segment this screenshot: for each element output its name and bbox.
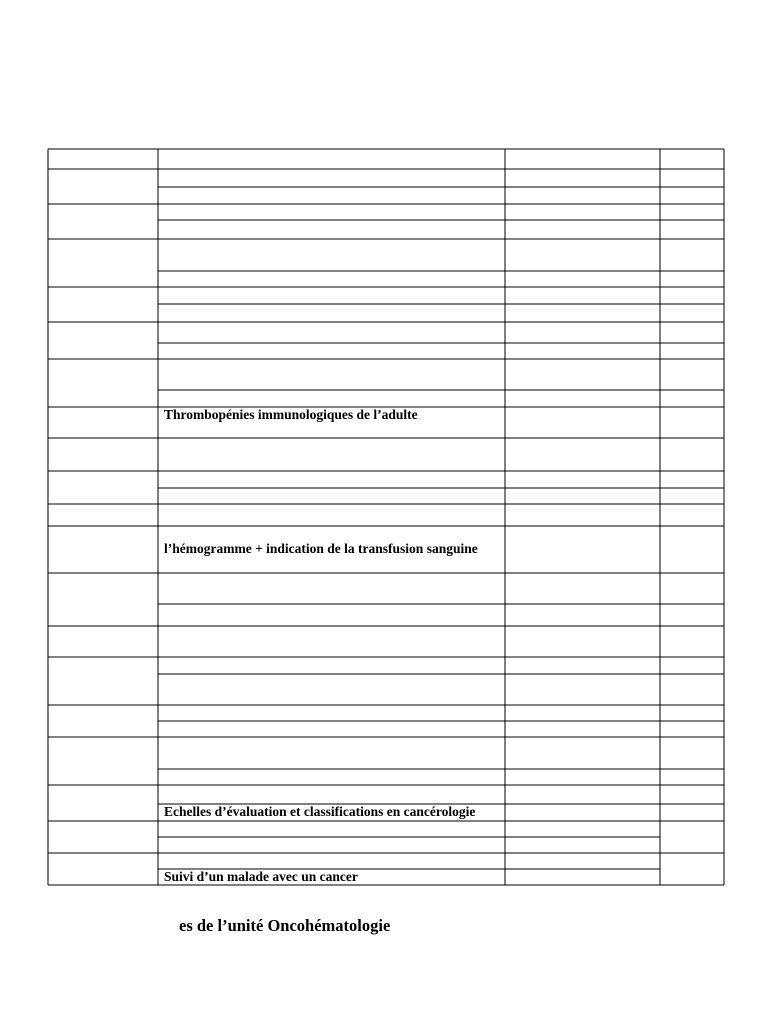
page-caption: es de l’unité Oncohématologie bbox=[179, 916, 391, 935]
cell-hemogramme: l’hémogramme + indication de la transfusion sanguine bbox=[164, 541, 478, 556]
cell-thrombopenies: Thrombopénies immunologiques de l’adulte bbox=[164, 407, 418, 422]
cell-echelles: Echelles d’évaluation et classifications en cancérologie bbox=[164, 804, 476, 819]
cell-suivi: Suivi d’un malade avec un cancer bbox=[164, 869, 358, 884]
